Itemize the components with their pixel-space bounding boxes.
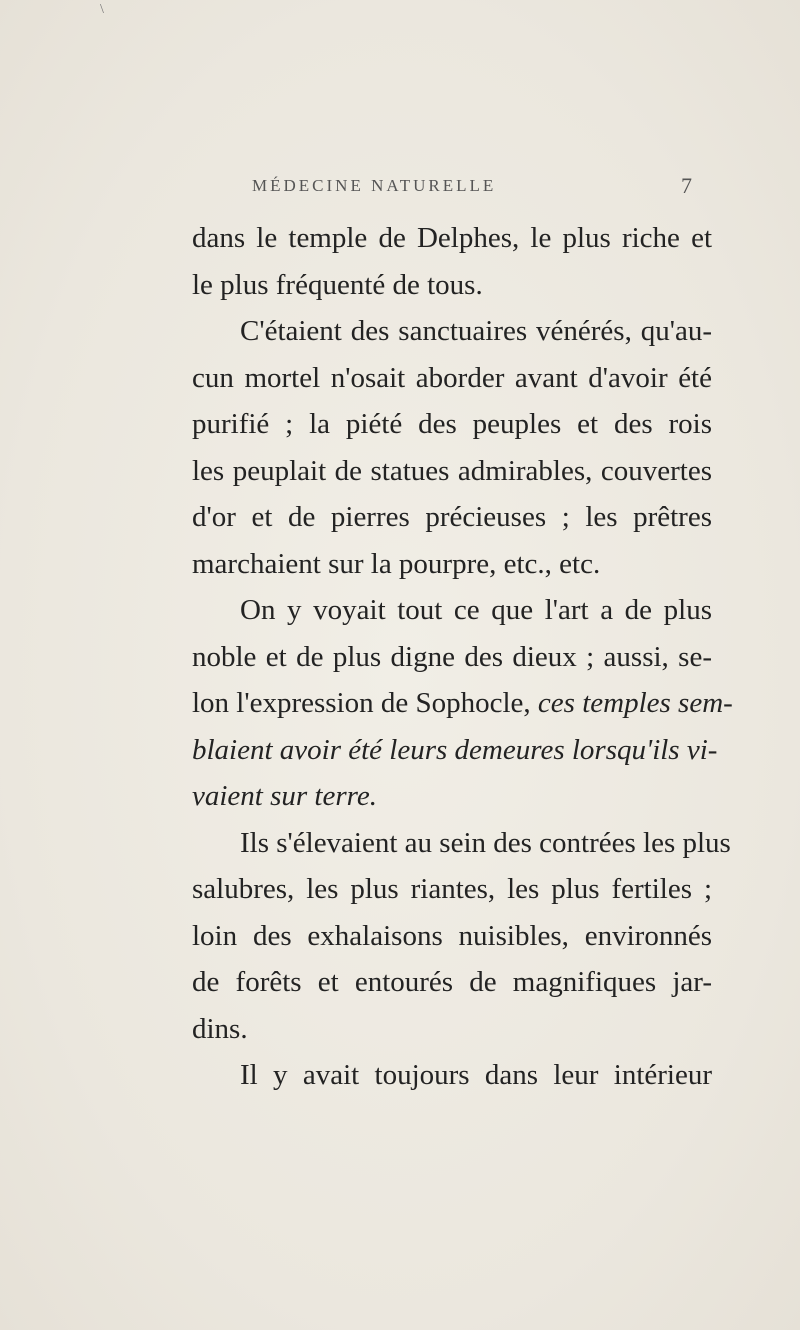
text-line: Ils s'élevaient au sein des contrées les plus xyxy=(240,826,731,859)
text-line: les peuplait de statues admirables, couvertes xyxy=(192,454,712,487)
corner-mark: \ xyxy=(100,2,104,17)
body-text xyxy=(192,215,733,1099)
text-segment: lon l'expression de Sophocle, xyxy=(192,687,531,719)
text-line xyxy=(192,680,733,727)
text-line: marchaient sur la pourpre, etc., etc. xyxy=(192,547,601,580)
text-line: le plus fréquenté de tous. xyxy=(192,268,483,301)
text-line: salubres, les plus riantes, les plus fertiles ; xyxy=(192,873,712,905)
text-line: Il y avait toujours dans leur intérieur xyxy=(240,1059,712,1091)
running-header xyxy=(252,173,692,200)
running-title: MÉDECINE NATURELLE xyxy=(252,176,497,195)
text-line: noble et de plus digne des dieux ; aussi, se- xyxy=(192,640,712,673)
text-line: dins. xyxy=(192,1012,248,1045)
text-line: cun mortel n'osait aborder avant d'avoir été xyxy=(192,361,712,394)
italic-quote: ces temples sem- xyxy=(537,687,733,719)
page-number: 7 xyxy=(681,173,692,198)
text-line: loin des exhalaisons nuisibles, environnés xyxy=(192,919,712,952)
text-line: d'or et de pierres précieuses ; les prêtres xyxy=(192,501,712,533)
text-line: C'étaient des sanctuaires vénérés, qu'au- xyxy=(240,315,712,347)
text-line: de forêts et entourés de magnifiques jar- xyxy=(192,966,712,998)
italic-quote-line: vaient sur terre. xyxy=(192,780,377,812)
text-line: purifié ; la piété des peuples et des rois xyxy=(192,408,712,440)
italic-quote-line: blaient avoir été leurs demeures lorsqu'ils vi- xyxy=(192,733,718,766)
text-line: On y voyait tout ce que l'art a de plus xyxy=(240,594,712,626)
text-line: dans le temple de Delphes, le plus riche et xyxy=(192,222,712,254)
